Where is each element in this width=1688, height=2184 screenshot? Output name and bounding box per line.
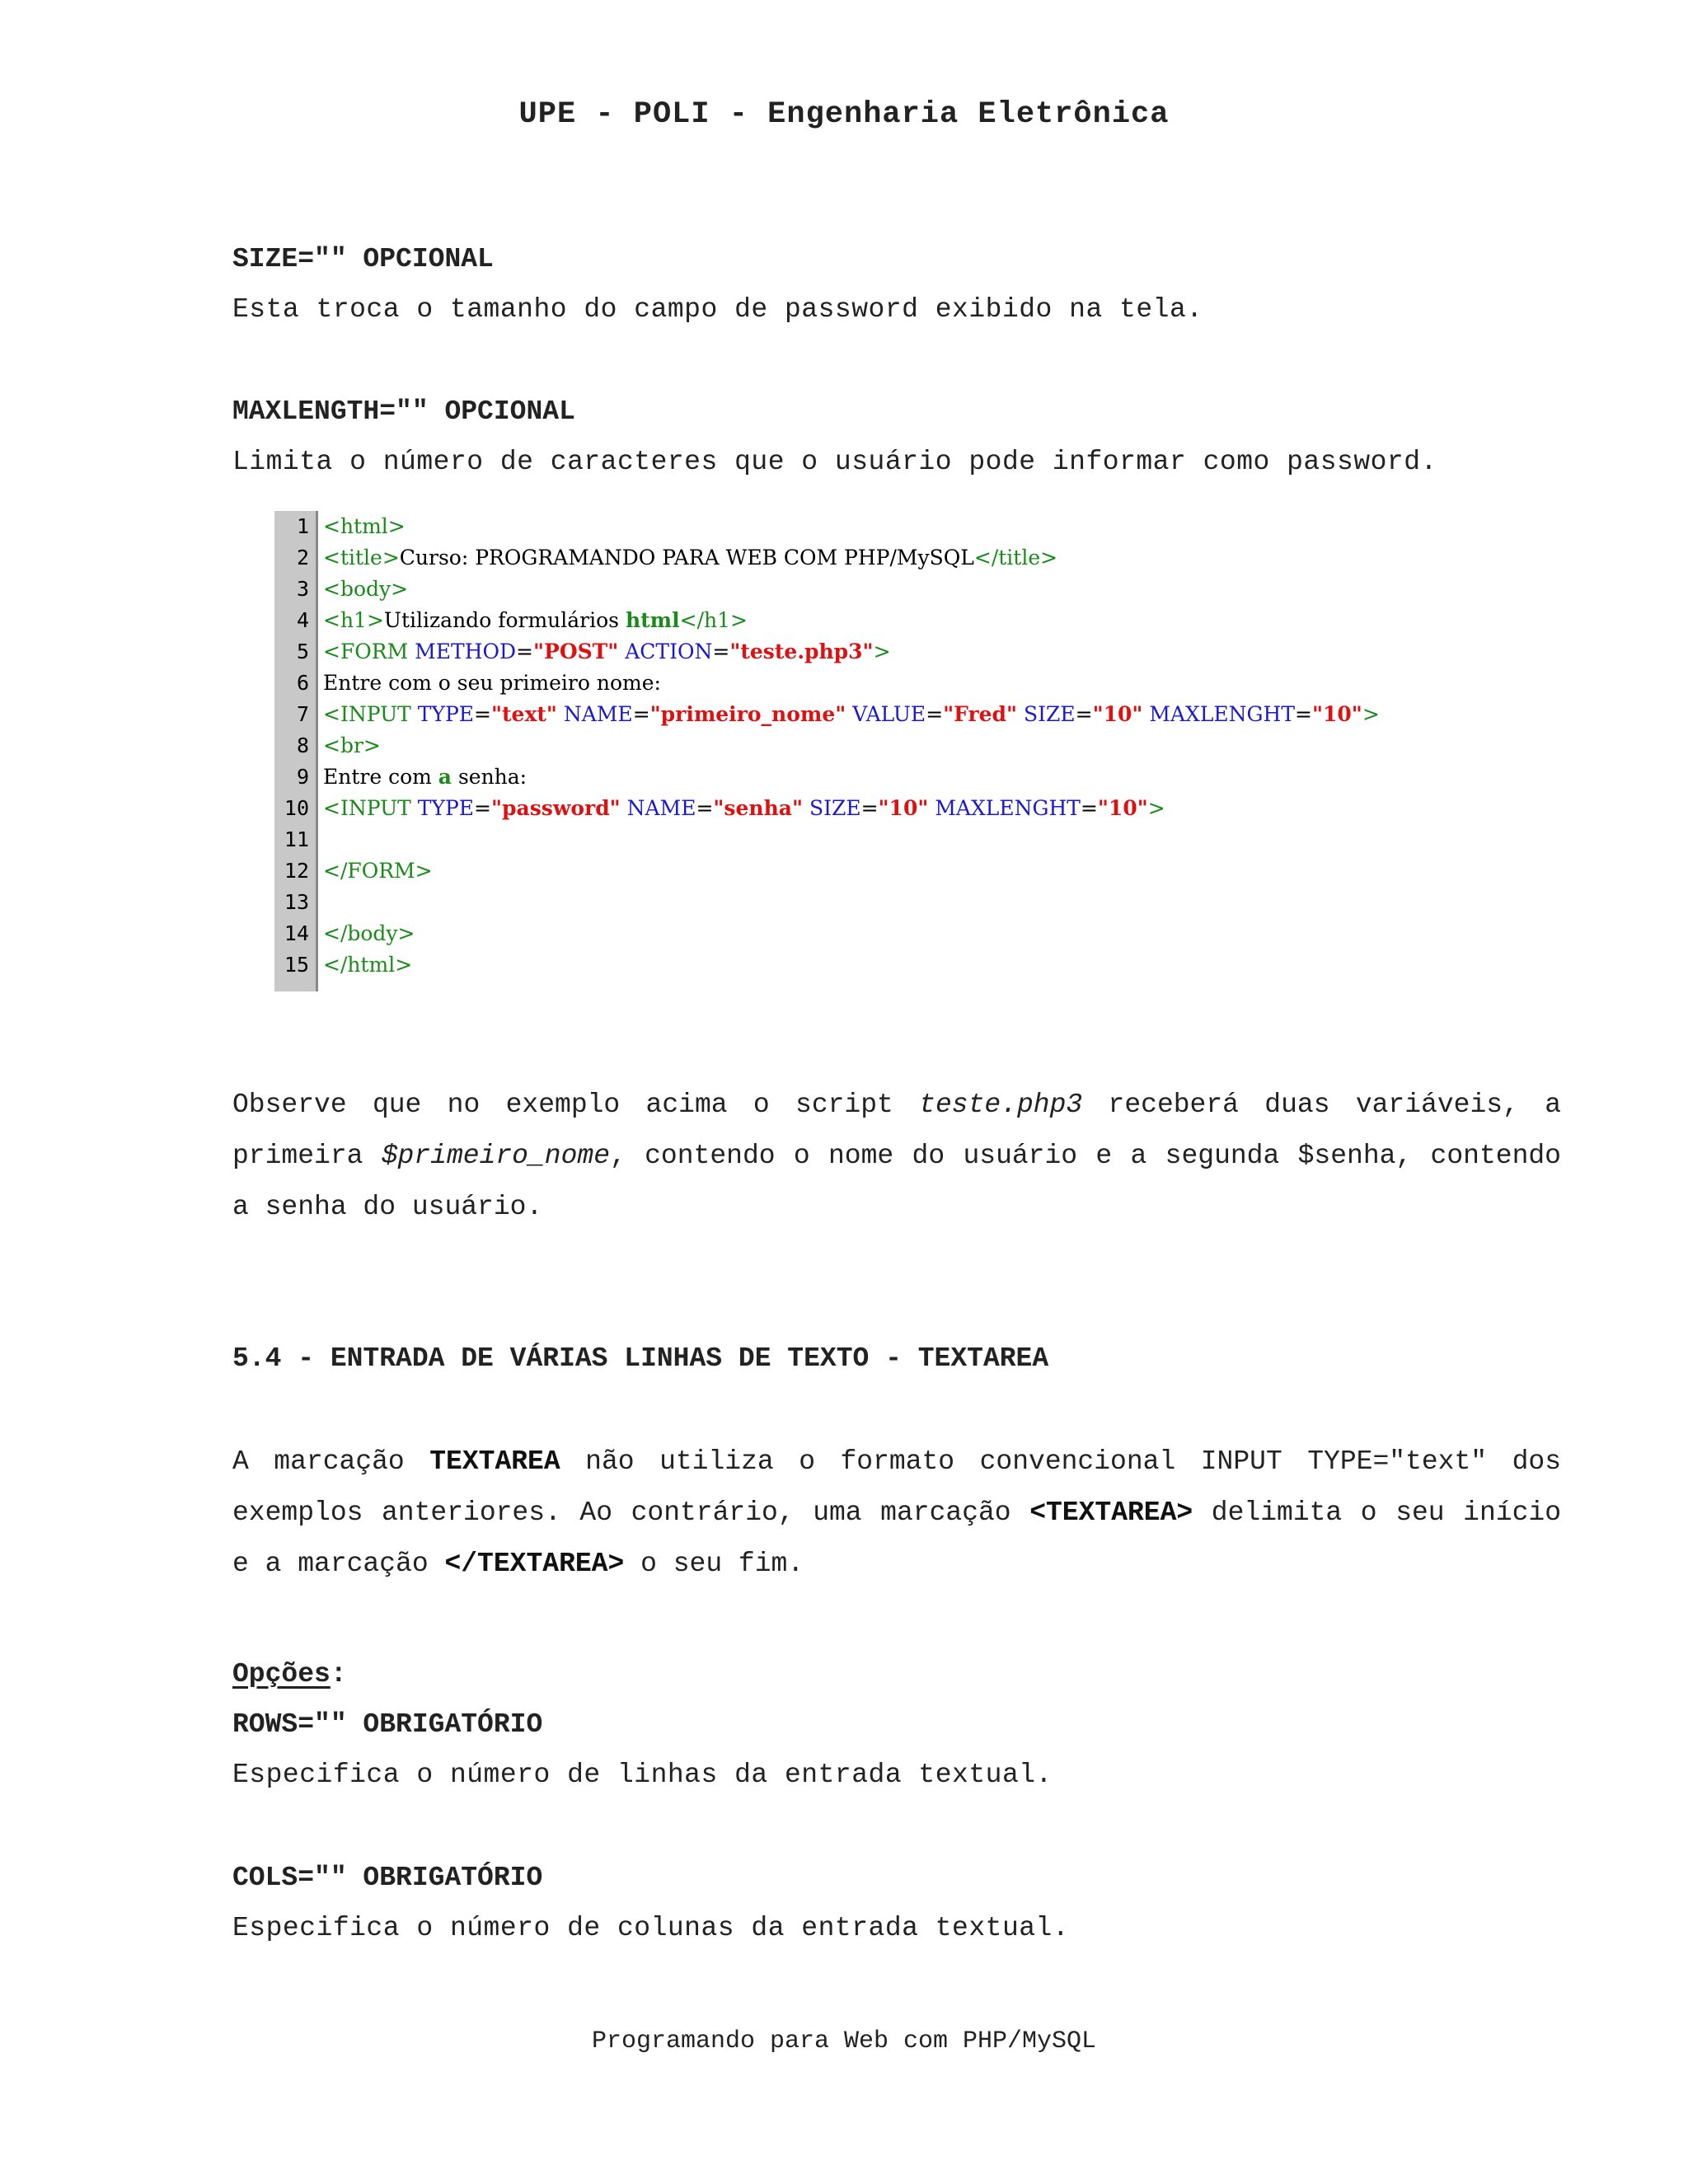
size-option-desc: Esta troca o tamanho do campo de password exibido na tela. — [232, 294, 1203, 325]
size-option-title: SIZE="" OPCIONAL — [232, 244, 494, 274]
maxlength-option-desc: Limita o número de caracteres que o usuário pode informar como password. — [232, 447, 1437, 477]
maxlength-option-title: MAXLENGTH="" OPCIONAL — [232, 396, 575, 427]
code-token: TYPE — [417, 702, 475, 726]
code-token: > — [1147, 796, 1165, 820]
code-line — [323, 921, 415, 945]
code-token: "POST" — [533, 640, 619, 663]
code-token: METHOD — [415, 640, 517, 663]
code-line — [323, 608, 748, 632]
line-number: 9 — [296, 765, 309, 789]
code-line: Entre com o seu primeiro nome: — [323, 671, 661, 695]
code-token: ACTION — [618, 640, 713, 663]
code-token: = — [712, 640, 730, 663]
line-number: 14 — [284, 921, 309, 945]
line-number: 5 — [296, 640, 309, 663]
code-token: > — [873, 640, 891, 663]
code-token: "10" — [1311, 702, 1362, 726]
options-label — [232, 1659, 347, 1690]
code-token: "text" — [490, 702, 557, 726]
code-token: SIZE — [803, 796, 861, 820]
code-line — [323, 859, 433, 883]
line-number: 8 — [296, 733, 309, 757]
code-token: SIZE — [1017, 702, 1076, 726]
line-number-gutter — [274, 511, 318, 991]
code-token: <INPUT — [323, 702, 418, 726]
keyword: </TEXTAREA> — [444, 1549, 625, 1579]
textarea-paragraph — [232, 1436, 1561, 1590]
code-token: a — [438, 765, 452, 789]
code-line — [323, 702, 1380, 726]
line-number: 1 — [296, 514, 309, 538]
code-line — [323, 953, 412, 977]
code-token: NAME — [556, 702, 633, 726]
code-token: MAXLENGHT — [1142, 702, 1296, 726]
code-token: MAXLENGHT — [928, 796, 1081, 820]
code-token: <br> — [323, 733, 381, 757]
code-token: = — [474, 796, 491, 820]
paragraph-text: não utiliza o formato convencional INPUT TYPE="text" dos exemplos anteriores. Ao contrário, uma marcação — [232, 1446, 1561, 1528]
code-token: = — [1075, 702, 1093, 726]
code-line — [323, 796, 1165, 820]
code-line — [323, 640, 891, 663]
line-number: 13 — [284, 890, 309, 914]
code-line — [323, 765, 527, 789]
rows-option-title: ROWS="" OBRIGATÓRIO — [232, 1709, 543, 1740]
cols-option-desc: Especifica o número de colunas da entrada textual. — [232, 1913, 1070, 1943]
keyword: <TEXTAREA> — [1029, 1497, 1193, 1528]
code-token: "senha" — [713, 796, 803, 820]
code-token: = — [632, 702, 650, 726]
code-token: = — [474, 702, 491, 726]
line-number: 12 — [284, 859, 309, 883]
code-token: "teste.php3" — [729, 640, 874, 663]
paragraph-text: o seu fim. — [624, 1549, 804, 1579]
code-token: = — [926, 702, 944, 726]
options-label-colon: : — [330, 1659, 347, 1690]
line-number: 15 — [284, 953, 309, 977]
code-token: = — [860, 796, 879, 820]
code-token: Utilizando formulários — [383, 608, 626, 632]
page-footer: Programando para Web com PHP/MySQL — [591, 2027, 1097, 2055]
line-number: 10 — [284, 796, 309, 820]
code-line — [323, 514, 406, 538]
code-token: <INPUT — [323, 796, 418, 820]
code-token: "password" — [490, 796, 621, 820]
section-title: 5.4 - ENTRADA DE VÁRIAS LINHAS DE TEXTO - TEXTAREA — [232, 1343, 1049, 1374]
observe-text: receberá duas variáveis, a primeira — [232, 1090, 1561, 1171]
code-line — [323, 733, 381, 757]
code-token: senha: — [452, 765, 528, 789]
line-number: 11 — [284, 827, 309, 851]
paragraph-text: delimita o seu início e a marcação — [232, 1497, 1561, 1579]
code-token: = — [1080, 796, 1098, 820]
code-token: "10" — [1092, 702, 1143, 726]
code-token: </h1> — [679, 608, 748, 632]
code-line — [323, 546, 1057, 569]
keyword: TEXTAREA — [429, 1446, 560, 1477]
code-token: </html> — [323, 953, 413, 977]
line-number: 4 — [296, 608, 309, 632]
code-token: Curso: PROGRAMANDO PARA WEB COM PHP/MySQL — [399, 546, 974, 569]
line-number: 2 — [296, 546, 309, 569]
cols-option-title: COLS="" OBRIGATÓRIO — [232, 1863, 543, 1893]
code-token: VALUE — [846, 702, 926, 726]
code-token: "Fred" — [943, 702, 1018, 726]
code-token: </title> — [973, 546, 1058, 569]
code-token: <FORM — [323, 640, 415, 663]
code-token: > — [1362, 702, 1380, 726]
code-example — [274, 511, 1470, 991]
code-token: NAME — [620, 796, 696, 820]
code-token: Entre com — [323, 765, 438, 789]
code-token: </FORM> — [323, 859, 433, 883]
options-label-text: Opções — [232, 1659, 331, 1690]
page-header: UPE - POLI - Engenharia Eletrônica — [518, 97, 1170, 132]
line-number: 6 — [296, 671, 309, 695]
line-number: 3 — [296, 577, 309, 601]
code-token: = — [1295, 702, 1312, 726]
code-token: <html> — [323, 514, 406, 538]
script-name: teste.php3 — [919, 1090, 1083, 1120]
observe-text: Observe que no exemplo acima o script — [232, 1090, 920, 1120]
code-token: "primeiro_nome" — [649, 702, 846, 726]
code-token: <title> — [323, 546, 400, 569]
variable-name: $primeiro_nome — [381, 1141, 610, 1171]
code-token: = — [516, 640, 533, 663]
paragraph-text: A marcação — [232, 1446, 430, 1477]
code-token: = — [696, 796, 714, 820]
code-token: TYPE — [417, 796, 475, 820]
code-token: "10" — [1097, 796, 1148, 820]
code-token: </body> — [323, 921, 415, 945]
line-number: 7 — [296, 702, 309, 726]
code-token: html — [625, 608, 680, 632]
code-token: <body> — [323, 577, 409, 601]
observe-paragraph — [232, 1080, 1561, 1233]
code-token: "10" — [878, 796, 929, 820]
code-line — [323, 577, 408, 601]
observe-text: , contendo o nome do usuário e a segunda $senha, contendo a senha do usuário. — [232, 1141, 1561, 1222]
rows-option-desc: Especifica o número de linhas da entrada textual. — [232, 1760, 1053, 1790]
code-token: <h1> — [323, 608, 384, 632]
